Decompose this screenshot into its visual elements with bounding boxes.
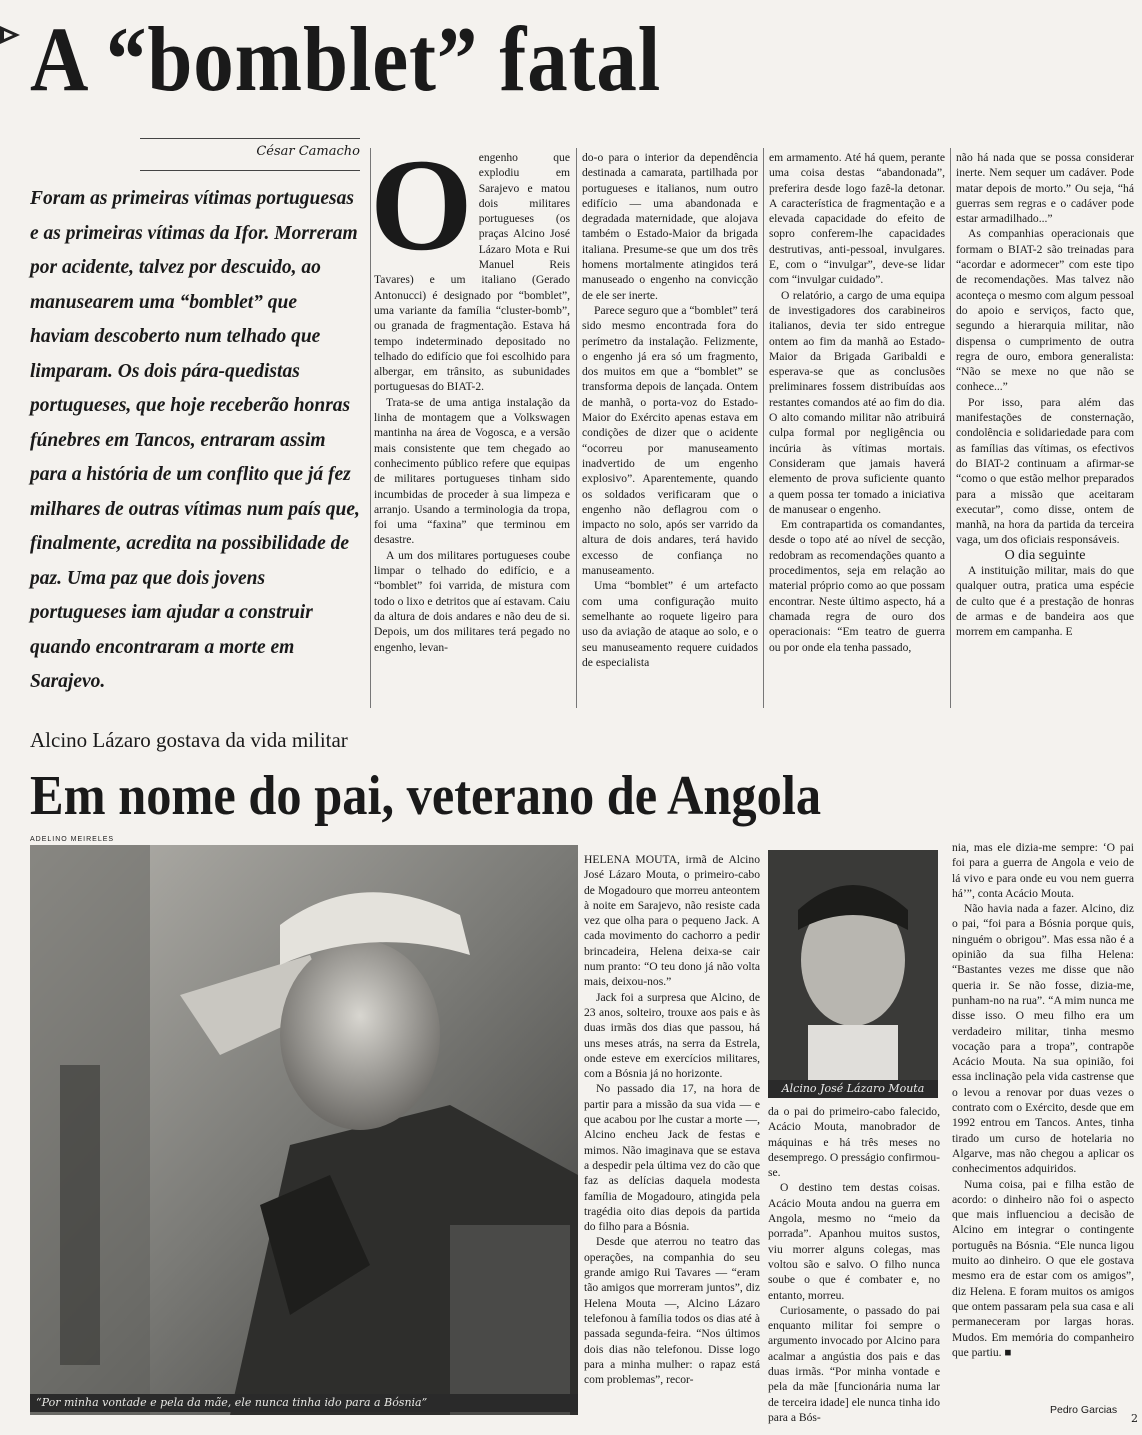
body-paragraph: não há nada que se possa considerar inerte. Nem sequer um cadáver. Pode matar depois de morto.” Ou seja, “há guerras sem regras e o cadáver pode estar armadilhado...”	[956, 151, 1134, 226]
body-paragraph: Jack foi a surpresa que Alcino, de 23 anos, solteiro, trouxe aos pais e às duas irmãs dos dias que passou, há uns meses atrás, na serra da Estrela, onde esteve em exercícios militares, com a Bósnia já no horizonte.	[584, 990, 760, 1081]
article1-lead	[30, 182, 360, 700]
byline: César Camacho	[256, 144, 360, 159]
article1-column-1	[370, 131, 570, 710]
headline-bomblet-fatal: A “bomblet” fatal	[30, 8, 662, 110]
article2-kicker: Alcino Lázaro gostava da vida militar	[30, 728, 348, 752]
body-paragraph: Em contrapartida os comandantes, desde o topo até ao nível de secção, redobram as recomendações quanto a procedimentos, seja em relação ao material próprio como ao que possam encontrar. Neste último aspecto, há a chamada regra de ouro dos operacionais: “Em teatro de guerra ou por onde ela tenha passado,	[769, 518, 945, 654]
corner-arrow-icon	[0, 22, 26, 48]
main-photo-caption: “Por minha vontade e pela da mãe, ele nunca tinha ido para a Bósnia”	[30, 1394, 578, 1412]
column-separator	[763, 148, 764, 708]
body-paragraph: O relatório, a cargo de uma equipa de investigadores dos carabineiros italianos, devia ter sido entregue ontem ao fim da manhã ao Estado-Maior da Brigada Garibaldi e esperava-se que as conclusões preliminares fossem distribuídas aos restantes comandos até ao fim do dia. O alto comando militar não atribuirá culpa formal por negligência ou incúria às vítimas mortais. Consideram que jamais haverá elemento de prova suficiente quanto a quem possa ter tomado a iniciativa de manusear o engenho.	[769, 288, 945, 516]
body-paragraph: Por isso, para além das manifestações de consternação, condolência e solidariedade para com as famílias das vítimas, os efectivos do BIAT-2 continuam a afirmar-se “como o que estão melhor preparados para a missão que aceitaram executar”, como disse, ontem de manhã, na hora da partida da terceira vaga, um dos oficiais responsáveis.	[956, 395, 1134, 547]
body-paragraph: A instituição militar, mais do que qualquer outra, pratica uma espécie de culto que é a prestação de honras de armas e de bandeira aos que morrem em campanha. E	[956, 564, 1134, 639]
author-signature: Pedro Garcias	[1050, 1404, 1118, 1416]
article1-column-2	[582, 150, 758, 710]
section-subhead: O dia seguinte	[1004, 547, 1086, 563]
article2-column-3	[952, 840, 1134, 1400]
column-separator	[950, 148, 951, 708]
body-paragraph: Parece seguro que a “bomblet” terá sido mesmo encontrada fora do perímetro da instalação. Felizmente, o engenho já era só um fragmento, dos muitos em que a “bomblet” se transforma depois de lançada. Ontem de manhã, o porta-voz do Estado-Maior do Exército apenas estava em condições de dizer que o acidente “ocorreu por manuseamento inadvertido de um engenho explosivo”. Aparentemente, quando os soldados verificaram que o engenho não deflagrou com o impacto no solo, após ser varrido da altura de dois andares, terá havido excesso de confiança no manuseamento.	[582, 303, 758, 578]
article2-column-2	[768, 1104, 940, 1424]
body-paragraph: HELENA MOUTA, irmã de Alcino José Lázaro Mouta, o primeiro-cabo de Mogadouro que morreu anteontem à noite em Sarajevo, não resiste cada vez que olha para o pequeno Jack. A cada movimento do cachorro a pedir brincadeira, Helena deixa-se cair num pranto: “O teu dono já não volta mais, deixou-nos.”	[584, 853, 760, 989]
column-separator	[576, 148, 577, 708]
lead-paragraph: Foram as primeiras vítimas portuguesas e as primeiras vítimas da Ifor. Morreram por acidente, talvez por descuido, ao manusearem uma “bomblet” que haviam descoberto num telhado que limparam. Os dois pára-quedistas portugueses, que hoje receberão honras fúnebres em Tancos, entraram assim para a história de um conflito que já fez milhares de outras vítimas num país que, finalmente, acredita na possibilidade de paz. Uma paz que dois jovens portugueses iam ajudar a construir quando encontraram a morte em Sarajevo.	[30, 188, 360, 692]
body-paragraph: Desde que aterrou no teatro das operações, na companhia do seu grande amigo Rui Tavares — “eram tão amigos que morreram juntos”, diz Helena Mouta —, Alcino Lázaro telefonou à família todos os dias até à passada segunda-feira. “Nos últimos dois dias não telefonou. Disse logo para a minha mulher: o rapaz está com problemas”, recor-	[584, 1235, 760, 1387]
article1-column-3	[769, 150, 945, 710]
page-number: 2	[1131, 1412, 1138, 1425]
portrait-illustration	[768, 850, 938, 1080]
headline-em-nome-do-pai: Em nome do pai, veterano de Angola	[30, 765, 822, 827]
body-paragraph: nia, mas ele dizia-me sempre: ‘O pai foi para a guerra de Angola e veio de lá vivo e para onde eu vou nem guerra há’”, conta Acácio Mouta.	[952, 841, 1134, 900]
portrait-photo	[768, 850, 938, 1080]
body-paragraph: Uma “bomblet” é um artefacto com uma configuração muito semelhante ao roquete ligeiro para uso da aviação de ataque ao solo, e o seu manuseamento requere cuidados de especialista	[582, 579, 758, 669]
soldier-photo-illustration	[30, 845, 578, 1415]
body-paragraph: Trata-se de uma antiga instalação da linha de montagem que a Volkswagen mantinha na área de Vogosca, e a versão mais consistente que tem chegado ao conhecimento público refere que equipas de militares portugueses tinham sido incumbidas de proceder à sua limpeza e arranjo. Usando a terminologia da tropa, foi uma “faxina” que terminou em desastre.	[374, 395, 570, 547]
body-paragraph: engenho que explodiu em Sarajevo e matou dois militares portugueses (os praças Alcino José Lázaro Mota e Rui Manuel Reis Tavares) e um italiano (Gerado Antonucci) é designado por “bomblet”, uma variante da família “cluster-bomb”, ou granada de fragmentação. Estava há tempo indeterminado depositado no telhado do edifício que foi escolhido para albergar, em trânsito, as subunidades portuguesas do BIAT-2.	[374, 151, 570, 394]
article2-column-1	[584, 852, 760, 1412]
body-paragraph: em armamento. Até há quem, perante uma coisa destas “abandonada”, preferira desde logo fazê-la detonar. A característica de fragmentação e a elevada capacidade do efeito de sopro conferem-lhe capacidades destrutivas, anti-pessoal, invulgares. E, com o “invulgar”, deve-se lidar com “invulgar cuidado”.	[769, 151, 945, 287]
body-paragraph: Não havia nada a fazer. Alcino, diz o pai, “foi para a Bósnia porque quis, ninguém o obrigou”. Mas essa não é a opinião da sua filha Helena: “Bastantes vezes me disse que não queria ir. Se não fosse, dizia-me, punham-no na rua”. “A mim nunca me disse isso. O meu filho era um verdadeiro militar, tinha mesmo vocação para a tropa”, contrapõe Acácio Mouta. Na sua opinião, foi essa inclinação pela vida castrense que o levou a renovar por duas vezes o contrato com o Exército, desde que em 1992 entrou em Tancos. Antes, tinha tirado um curso de hotelaria no Algarve, mas não chegou a aplicar os conhecimentos adquiridos.	[952, 902, 1134, 1176]
body-paragraph: As companhias operacionais que formam o BIAT-2 são treinadas para “acordar e adormecer” com este tipo de recomendações. Mas talvez não aconteça o mesmo com algum pessoal do apoio e serviços, facto que, segundo a hierarquia militar, não dispensa o cumprimento de outra regra de ouro, embora generalista: “Não se mexe no que não se conhece...”	[956, 227, 1134, 394]
body-paragraph: No passado dia 17, na hora de partir para a missão da sua vida — e que acabou por lhe custar a morte —, Alcino encheu Jack de festas e mimos. Não imaginava que se estava a despedir pela última vez do cão que faz as delícias daquela modesta família de Mogadouro, atingida pela tragédia oito dias depois da partida do filho para a Bósnia.	[584, 1082, 760, 1234]
byline-rule-bottom	[140, 170, 360, 171]
portrait-caption: Alcino José Lázaro Mouta	[768, 1080, 938, 1098]
drop-cap: O	[370, 131, 473, 278]
article1-column-4	[956, 150, 1134, 710]
body-paragraph: Curiosamente, o passado do pai enquanto militar foi sempre o argumento invocado por Alcino para acalmar a angústia dos pais e das duas irmãs. “Por minha vontade e pela da mãe [funcionária numa lar de terceira idade] ele nunca tinha ido para a Bós-	[768, 1303, 940, 1424]
byline-rule-top	[140, 138, 360, 139]
body-paragraph: da o pai do primeiro-cabo falecido, Acácio Mouta, manobrador de máquinas e há três meses no desemprego. O presságio confirmou-se.	[768, 1105, 940, 1180]
body-paragraph: O destino tem destas coisas. Acácio Mouta andou na guerra em Angola, mesmo no “meio da porrada”. Apanhou muitos sustos, viu morrer alguns colegas, mas voltou são e salvo. O filho nunca soube o que é combater e, no entanto, morreu.	[768, 1181, 940, 1302]
photo-credit: ADELINO MEIRELES	[30, 836, 115, 843]
body-paragraph: A um dos militares portugueses coube limpar o telhado do edifício, e a “bomblet” foi varrida, de mistura com todo o lixo e detritos que aí estavam. Caiu da altura de dois andares e não deu de si. Depois, um dos militares terá pegado no engenho, levan-	[374, 548, 570, 654]
body-paragraph: do-o para o interior da dependência destinada a camarata, partilhada por portugueses e italianos, num outro edifício — uma abandonada e degradada maternidade, que alojava também o Estado-Maior da brigada italiana. Presume-se que um dos três homens mortalmente atingidos terá manuseado o engenho na convicção de ele ser inerte.	[582, 151, 758, 302]
body-paragraph: Numa coisa, pai e filha estão de acordo: o dinheiro não foi o aspecto que mais influenciou a decisão de Alcino em integrar o contingente português na Bósnia. “Ele nunca ligou muito ao dinheiro. O que ele gostava mesmo era de estar com os amigos”, diz Helena. E foram muitos os amigos que ontem passaram pela sua casa e ali permaneceram por largas horas. Mudos. Em memória do companheiro que partiu. ■	[952, 1177, 1134, 1359]
main-photo-soldier	[30, 845, 578, 1415]
